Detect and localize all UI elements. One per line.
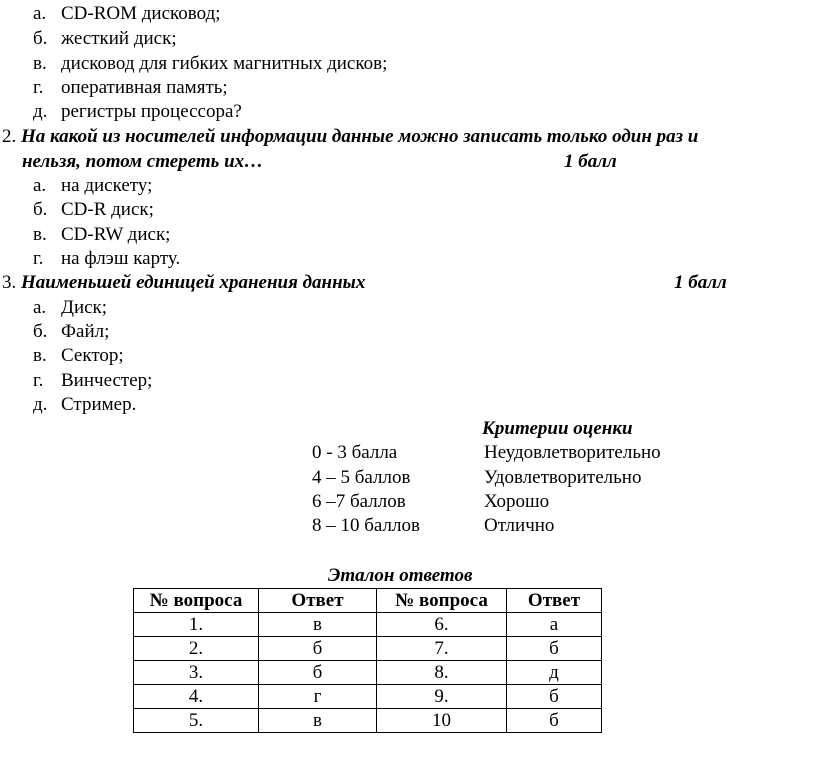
q1-option-e-letter: д.: [33, 101, 48, 122]
answers-title: Эталон ответов: [328, 565, 473, 586]
table-cell: 7.: [377, 637, 507, 661]
q3-option-b-text: Файл;: [61, 321, 110, 342]
criteria-range-4: 8 – 10 баллов: [312, 515, 420, 536]
q1-option-d: [33, 77, 228, 99]
q2-option-c-letter: в.: [33, 224, 47, 245]
q1-option-a-letter: а.: [33, 3, 47, 24]
q2-option-d: [33, 248, 180, 270]
table-row: [134, 709, 602, 733]
q2-number: 2.: [2, 126, 17, 147]
q2-text-line2: нельзя, потом стереть их…: [22, 151, 264, 172]
q3-option-c: [33, 345, 124, 367]
q3-option-e-text: Стример.: [61, 394, 137, 415]
criteria-grade-4: Отлично: [484, 515, 555, 536]
table-cell: 5.: [134, 709, 259, 733]
q3-option-b-letter: б.: [33, 321, 48, 342]
table-row: [134, 613, 602, 637]
q1-option-a-text: CD-ROM дисковод;: [61, 3, 221, 24]
q1-option-d-letter: г.: [33, 77, 44, 98]
q2-points: 1 балл: [564, 151, 617, 172]
criteria-range-1: 0 - 3 балла: [312, 442, 398, 463]
table-cell: б: [507, 709, 602, 733]
table-cell: в: [259, 613, 377, 637]
q3-option-d-text: Винчестер;: [61, 370, 153, 391]
table-cell: 3.: [134, 661, 259, 685]
q2-prompt-line1: [2, 126, 698, 148]
q3-option-d-letter: г.: [33, 370, 44, 391]
table-row: [134, 685, 602, 709]
table-cell: г: [259, 685, 377, 709]
criteria-grade-3: Хорошо: [484, 491, 550, 512]
q3-option-a-text: Диск;: [61, 297, 108, 318]
q2-option-a-text: на дискету;: [61, 175, 153, 196]
q3-prompt: [2, 272, 365, 294]
table-cell: 8.: [377, 661, 507, 685]
q1-option-b: [33, 28, 177, 50]
table-cell: 1.: [134, 613, 259, 637]
q2-option-a: [33, 175, 152, 197]
q1-option-e-text: регистры процессора?: [61, 101, 242, 122]
q2-option-c-text: CD-RW диск;: [61, 224, 171, 245]
q2-text-line1: На какой из носителей информации данные можно записать только один раз и: [21, 126, 699, 147]
answers-header-question: № вопроса: [134, 589, 259, 613]
table-cell: 10: [377, 709, 507, 733]
q3-option-a: [33, 297, 107, 319]
q1-option-c-letter: в.: [33, 53, 47, 74]
table-cell: 9.: [377, 685, 507, 709]
q2-option-d-text: на флэш карту.: [61, 248, 181, 269]
q3-option-e: [33, 394, 136, 416]
q1-option-b-letter: б.: [33, 28, 48, 49]
q3-number: 3.: [2, 272, 17, 293]
q3-option-c-text: Сектор;: [61, 345, 124, 366]
q3-text: Наименьшей единицей хранения данных: [21, 272, 366, 293]
table-cell: 6.: [377, 613, 507, 637]
answers-header-answer: Ответ: [259, 589, 377, 613]
criteria-range-2: 4 – 5 баллов: [312, 467, 411, 488]
table-cell: а: [507, 613, 602, 637]
table-row: [134, 661, 602, 685]
q3-option-e-letter: д.: [33, 394, 48, 415]
table-cell: 4.: [134, 685, 259, 709]
answers-header-row: [134, 589, 602, 613]
q1-option-b-text: жесткий диск;: [61, 28, 177, 49]
table-cell: б: [507, 685, 602, 709]
q2-option-b: [33, 199, 154, 221]
q1-option-c-text: дисковод для гибких магнитных дисков;: [61, 53, 388, 74]
criteria-title: Критерии оценки: [482, 418, 633, 439]
q1-option-d-text: оперативная память;: [61, 77, 228, 98]
table-cell: б: [259, 637, 377, 661]
answers-header-question-2: № вопроса: [377, 589, 507, 613]
q2-option-a-letter: а.: [33, 175, 47, 196]
answers-header-answer-2: Ответ: [507, 589, 602, 613]
q2-option-c: [33, 224, 170, 246]
table-row: [134, 637, 602, 661]
q2-prompt-line2: [22, 151, 263, 173]
criteria-grade-1: Неудовлетворительно: [484, 442, 661, 463]
criteria-range-3: 6 –7 баллов: [312, 491, 406, 512]
table-cell: д: [507, 661, 602, 685]
q3-option-a-letter: а.: [33, 297, 47, 318]
q3-points: 1 балл: [674, 272, 727, 293]
table-cell: б: [259, 661, 377, 685]
q1-option-e: [33, 101, 242, 123]
q2-option-d-letter: г.: [33, 248, 44, 269]
q3-option-d: [33, 370, 152, 392]
table-cell: в: [259, 709, 377, 733]
q2-option-b-letter: б.: [33, 199, 48, 220]
answers-table: [133, 588, 602, 733]
q1-option-a: [33, 3, 221, 25]
table-cell: б: [507, 637, 602, 661]
q3-option-b: [33, 321, 109, 343]
criteria-grade-2: Удовлетворительно: [484, 467, 642, 488]
table-cell: 2.: [134, 637, 259, 661]
q1-option-c: [33, 53, 387, 75]
q3-option-c-letter: в.: [33, 345, 47, 366]
q2-option-b-text: CD-R диск;: [61, 199, 154, 220]
